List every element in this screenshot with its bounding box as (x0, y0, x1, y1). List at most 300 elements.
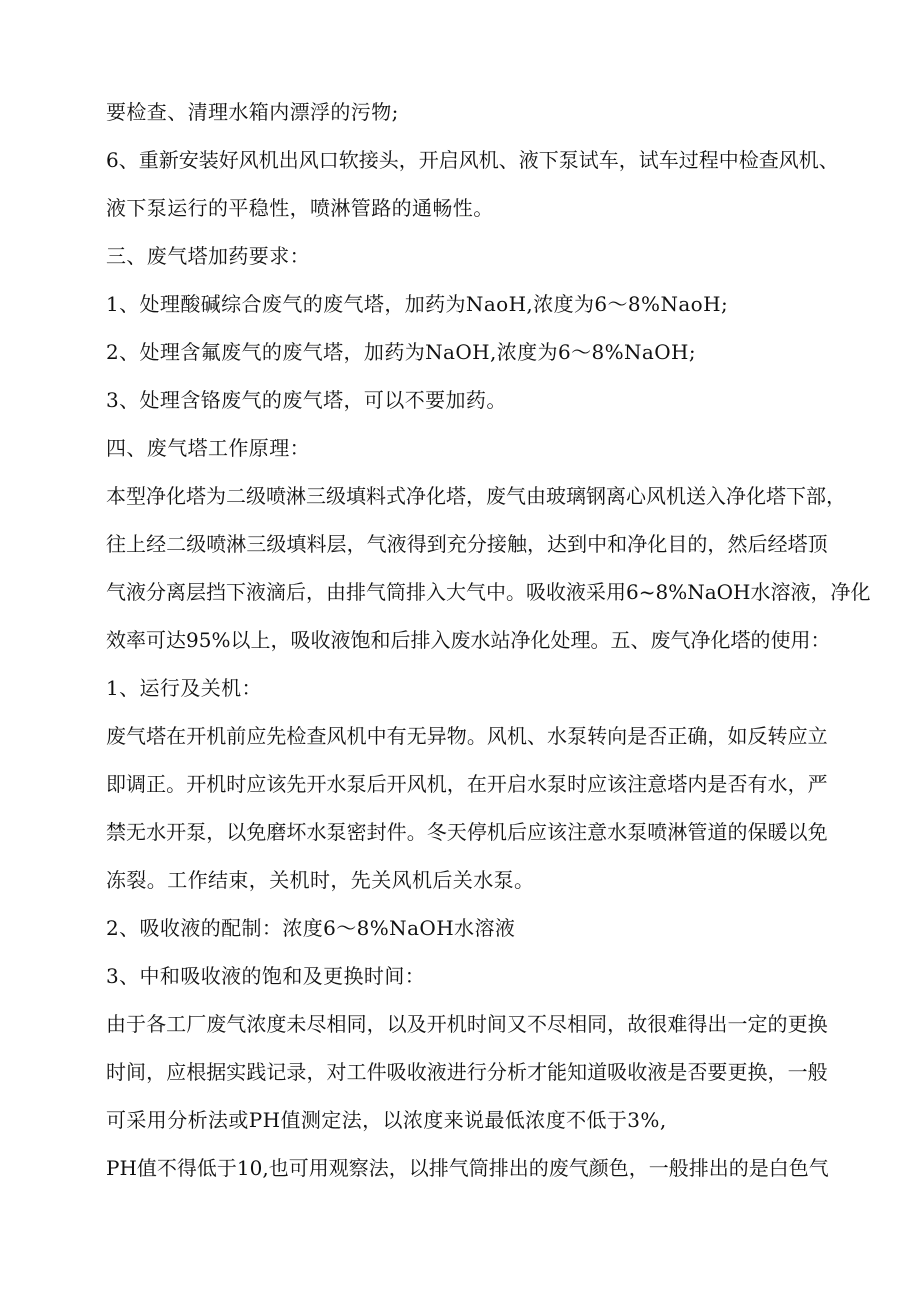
text-glyph: 新 (158, 148, 179, 172)
text-glyph: 开 (426, 1012, 447, 1036)
text-glyph: 机 (206, 772, 227, 796)
text-glyph: 保 (747, 820, 768, 844)
text-glyph: 很 (647, 1012, 668, 1036)
text-glyph: 如 (727, 724, 748, 748)
text-glyph: 免 (807, 820, 828, 844)
text-glyph: 6~8%NaOH (626, 580, 751, 604)
text-glyph: 不 (526, 1012, 547, 1036)
text-glyph: 实 (226, 1060, 247, 1084)
text-glyph: 泵 (326, 820, 347, 844)
text-glyph: 知 (567, 1060, 588, 1084)
text-glyph: 注 (627, 772, 648, 796)
text-glyph: 排 (688, 1156, 709, 1180)
text-glyph: 试 (578, 148, 599, 172)
text-glyph: 以 (408, 1156, 429, 1180)
text-glyph: 物 (446, 724, 467, 748)
text-glyph: 入 (426, 580, 446, 604)
text-glyph: 大 (446, 580, 466, 604)
text-glyph: 后 (390, 628, 411, 652)
text-glyph: 在 (466, 772, 487, 796)
text-line: 2、吸收液的配制：浓度6～8%NaOH水溶液 (106, 916, 516, 940)
text-glyph: 道 (707, 820, 728, 844)
text-glyph: 中 (366, 724, 387, 748)
text-glyph: 层 (326, 532, 347, 556)
text-glyph: 气 (126, 724, 147, 748)
text-glyph: 应 (787, 724, 808, 748)
text-glyph: ， (206, 820, 227, 844)
text-glyph: 收 (546, 580, 566, 604)
text-glyph: 饱 (350, 628, 371, 652)
text-glyph: 法 (368, 1156, 389, 1180)
text-glyph: 时 (567, 772, 588, 796)
text-glyph: 开 (386, 772, 407, 796)
text-glyph: 筒 (468, 1156, 489, 1180)
text-line: 3、处理含铬废气的废气塔，可以不要加药。 (106, 388, 507, 412)
text-glyph: 般 (668, 1156, 689, 1180)
text-glyph: 净 (406, 484, 426, 508)
text-glyph: ， (810, 580, 831, 604)
text-glyph: 低 (196, 1156, 217, 1180)
text-glyph: 液 (330, 628, 351, 652)
text-glyph: 由 (326, 580, 346, 604)
text-glyph: ， (628, 1156, 649, 1180)
text-glyph: 机 (426, 772, 447, 796)
text-glyph: 得 (406, 532, 427, 556)
text-glyph: 一 (787, 1060, 808, 1084)
text-glyph: 气 (808, 1156, 829, 1180)
text-glyph: 淋 (226, 532, 247, 556)
text-glyph: 、 (498, 148, 519, 172)
text-glyph: 净 (146, 484, 166, 508)
text-glyph: 95% (186, 628, 231, 652)
text-glyph: 泵 (558, 148, 579, 172)
text-glyph: 淋 (667, 820, 688, 844)
text-glyph: 化 (850, 580, 871, 604)
text-glyph: 可 (288, 1156, 309, 1180)
text-glyph: 理 (570, 628, 591, 652)
text-glyph: 行 (466, 1060, 487, 1084)
text-glyph: 排 (428, 1156, 449, 1180)
text-glyph: 机 (666, 484, 686, 508)
text-glyph: 化 (647, 532, 668, 556)
text-glyph: ， (346, 532, 367, 556)
text-glyph: 颜 (588, 1156, 609, 1180)
text-glyph: 气 (106, 580, 126, 604)
text-glyph: ， (826, 484, 846, 508)
text-glyph: 开 (186, 724, 207, 748)
text-glyph: 进 (446, 1060, 467, 1084)
text-glyph: 时 (226, 772, 247, 796)
text-glyph: 到 (426, 532, 447, 556)
text-line: 要检查、清理水箱内漂浮的污物; (106, 100, 399, 124)
text-glyph: 分 (146, 580, 166, 604)
text-glyph: 液 (518, 148, 539, 172)
text-line (106, 147, 839, 173)
text-glyph: 。 (466, 724, 487, 748)
text-glyph: 安 (178, 148, 199, 172)
text-glyph: 录 (286, 1060, 307, 1084)
text-glyph: 吸 (386, 1060, 407, 1084)
text-glyph: 、 (526, 724, 547, 748)
text-glyph: 有 (747, 772, 768, 796)
text-glyph: 液 (246, 580, 266, 604)
text-glyph: 观 (328, 1156, 349, 1180)
text-glyph: ： (810, 628, 831, 652)
text-glyph: 试 (638, 148, 659, 172)
text-glyph: 泵 (627, 820, 648, 844)
text-glyph: 封 (366, 820, 387, 844)
text-glyph: 二 (166, 532, 187, 556)
text-glyph: 才 (526, 1060, 547, 1084)
text-glyph: ， (446, 772, 467, 796)
text-glyph: 用 (790, 628, 811, 652)
text-glyph: 溶 (770, 580, 791, 604)
text-glyph: 天 (446, 820, 467, 844)
text-line: 液下泵运行的平稳性，喷淋管路的通畅性。 (106, 196, 494, 220)
text-glyph: 也 (268, 1156, 289, 1180)
text-glyph: 效 (106, 628, 126, 652)
text-glyph: 色 (788, 1156, 809, 1180)
text-glyph: 液 (386, 532, 407, 556)
text-glyph: 重 (138, 148, 159, 172)
text-glyph: 气 (448, 1156, 469, 1180)
text-glyph: 换 (807, 1012, 828, 1036)
text-glyph: 下 (226, 580, 246, 604)
text-glyph: 经 (767, 532, 788, 556)
text-glyph: 机 (446, 1012, 467, 1036)
text-glyph: 以 (230, 628, 251, 652)
text-glyph: 意 (587, 820, 608, 844)
text-glyph: 同 (587, 1012, 608, 1036)
text-glyph: 水 (306, 820, 327, 844)
text-glyph: 启 (506, 772, 527, 796)
text-glyph: 水 (470, 628, 491, 652)
text-glyph: 更 (727, 1060, 748, 1084)
text-glyph: ， (270, 628, 291, 652)
text-glyph: 目 (667, 532, 688, 556)
text-glyph: 使 (770, 628, 791, 652)
text-glyph: 先 (286, 772, 307, 796)
text-line: 3、中和吸收液的饱和及更换时间： (106, 964, 426, 988)
text-line (106, 1155, 828, 1181)
text-glyph: 泵 (346, 772, 367, 796)
text-glyph: ， (306, 1060, 327, 1084)
text-line (106, 819, 828, 845)
text-glyph: 立 (807, 724, 828, 748)
text-glyph: 是 (748, 1156, 769, 1180)
text-glyph: 出 (508, 1156, 529, 1180)
text-glyph: 收 (627, 1060, 648, 1084)
text-glyph: 装 (198, 148, 219, 172)
text-glyph: 要 (707, 1060, 728, 1084)
text-glyph: 相 (326, 1012, 347, 1036)
text-glyph: 同 (346, 1012, 367, 1036)
text-glyph: 向 (607, 724, 628, 748)
text-glyph: 气 (366, 532, 387, 556)
text-glyph: 检 (738, 148, 759, 172)
text-glyph: 禁 (106, 820, 126, 844)
text-glyph: 化 (746, 484, 766, 508)
text-glyph: 是 (667, 1060, 688, 1084)
text-glyph: 接 (358, 148, 379, 172)
text-glyph: 化 (426, 484, 446, 508)
text-glyph: 管 (687, 820, 708, 844)
text-glyph: 以 (787, 820, 808, 844)
text-glyph: 相 (567, 1012, 588, 1036)
text-glyph: 厂 (186, 1012, 207, 1036)
text-glyph: 更 (787, 1012, 808, 1036)
text-glyph: ， (767, 1060, 788, 1084)
text-glyph: 吸 (290, 628, 311, 652)
text-glyph: 后 (506, 820, 527, 844)
text-glyph: 站 (490, 628, 511, 652)
text-glyph: 反 (747, 724, 768, 748)
text-glyph: 得 (176, 1156, 197, 1180)
text-glyph: 排 (346, 580, 366, 604)
text-glyph: 车 (598, 148, 619, 172)
text-glyph: 一 (727, 1012, 748, 1036)
text-glyph: 的 (767, 1012, 788, 1036)
text-glyph: 达 (547, 532, 568, 556)
text-glyph: 液 (566, 580, 586, 604)
text-glyph: 软 (338, 148, 359, 172)
text-glyph: ， (306, 580, 326, 604)
text-glyph: 塔 (730, 628, 751, 652)
text-glyph: 由 (106, 1012, 126, 1036)
text-glyph: 、 (630, 628, 651, 652)
text-glyph: 废 (650, 628, 671, 652)
text-line (106, 627, 831, 653)
text-glyph: 离 (166, 580, 186, 604)
text-glyph: 机 (258, 148, 279, 172)
text-glyph: 气 (366, 580, 386, 604)
text-glyph: 气 (466, 580, 486, 604)
text-glyph: 吸 (607, 1060, 628, 1084)
text-glyph: 于 (216, 1156, 237, 1180)
text-glyph: 难 (667, 1012, 688, 1036)
text-glyph: 入 (430, 628, 451, 652)
text-glyph: 后 (747, 532, 768, 556)
text-glyph: 塔 (667, 772, 688, 796)
text-glyph: 水 (607, 820, 628, 844)
text-glyph: 前 (226, 724, 247, 748)
text-glyph: 充 (446, 532, 467, 556)
text-glyph: 否 (687, 1060, 708, 1084)
text-glyph: 废 (486, 484, 506, 508)
text-glyph: 下 (786, 484, 806, 508)
text-glyph: 用 (606, 580, 626, 604)
text-glyph: 确 (687, 724, 708, 748)
text-glyph: 液 (426, 1060, 447, 1084)
text-glyph: 开 (418, 148, 439, 172)
text-line (106, 483, 846, 509)
text-glyph: 程 (698, 148, 719, 172)
text-glyph: 定 (747, 1012, 768, 1036)
text-glyph: 式 (386, 484, 406, 508)
text-glyph: 及 (406, 1012, 427, 1036)
text-line (106, 771, 828, 797)
text-glyph: 净 (627, 532, 648, 556)
text-glyph: 应 (166, 1060, 187, 1084)
text-glyph: 吸 (526, 580, 546, 604)
text-glyph: 时 (106, 1060, 126, 1084)
text-glyph: 故 (627, 1012, 648, 1036)
text-glyph: 接 (486, 532, 507, 556)
text-glyph: 色 (608, 1156, 629, 1180)
text-glyph: 头 (378, 148, 399, 172)
text-glyph: 注 (567, 820, 588, 844)
text-glyph: 该 (266, 772, 287, 796)
text-glyph: 践 (246, 1060, 267, 1084)
text-glyph: 璃 (566, 484, 586, 508)
text-glyph: 各 (146, 1012, 167, 1036)
text-line (106, 579, 871, 605)
text-glyph: 机 (506, 724, 527, 748)
text-glyph: 液 (647, 1060, 668, 1084)
text-glyph: 级 (266, 532, 287, 556)
text-glyph: ， (398, 148, 419, 172)
text-glyph: 率 (126, 628, 146, 652)
text-glyph: 上 (126, 532, 147, 556)
text-glyph: 应 (587, 772, 608, 796)
text-glyph: 五 (610, 628, 631, 652)
text-glyph: 察 (348, 1156, 369, 1180)
text-glyph: 本 (106, 484, 126, 508)
text-glyph: 和 (370, 628, 391, 652)
text-glyph: 尽 (306, 1012, 327, 1036)
text-glyph: 尽 (547, 1012, 568, 1036)
text-glyph: 离 (606, 484, 626, 508)
text-glyph: 塔 (787, 532, 808, 556)
text-glyph: ， (707, 724, 728, 748)
text-glyph: ， (787, 772, 808, 796)
text-glyph: 泵 (547, 772, 568, 796)
text-glyph: 喷 (206, 532, 227, 556)
text-glyph: 、 (818, 148, 839, 172)
text-glyph: 上 (250, 628, 271, 652)
text-glyph: 触 (506, 532, 527, 556)
text-glyph: 6 (106, 148, 119, 172)
text-glyph: 转 (767, 724, 788, 748)
text-glyph: 化 (166, 484, 186, 508)
text-glyph: 收 (310, 628, 331, 652)
text-glyph: 喷 (266, 484, 286, 508)
text-glyph: 无 (406, 724, 427, 748)
section-heading: 三、废气塔加药要求： (106, 244, 310, 268)
text-glyph: 风 (406, 772, 427, 796)
text-line (106, 531, 828, 557)
text-glyph: 料 (366, 484, 386, 508)
text-glyph: 层 (186, 580, 206, 604)
text-glyph: 气 (226, 1012, 247, 1036)
text-glyph: 、 (118, 148, 139, 172)
text-glyph: 否 (647, 724, 668, 748)
text-glyph: 对 (326, 1060, 347, 1084)
text-glyph: 间 (486, 1012, 507, 1036)
text-glyph: 水 (750, 580, 771, 604)
text-glyph: 启 (438, 148, 459, 172)
text-glyph: 以 (226, 820, 247, 844)
text-glyph: 采 (586, 580, 606, 604)
text-glyph: 无 (126, 820, 147, 844)
text-glyph: 筒 (386, 580, 406, 604)
text-glyph: 为 (206, 484, 226, 508)
text-glyph: 析 (506, 1060, 527, 1084)
text-glyph: ， (607, 1012, 628, 1036)
text-glyph: 风 (778, 148, 799, 172)
text-glyph: 严 (807, 772, 828, 796)
text-glyph: 。 (590, 628, 611, 652)
text-glyph: 化 (710, 628, 731, 652)
text-glyph: 中 (486, 580, 506, 604)
text-glyph: 出 (278, 148, 299, 172)
text-glyph: 液 (790, 580, 811, 604)
text-glyph: 即 (106, 772, 126, 796)
text-glyph: 排 (410, 628, 431, 652)
text-glyph: 检 (286, 724, 307, 748)
text-glyph: 密 (346, 820, 367, 844)
text-glyph: 能 (547, 1060, 568, 1084)
text-glyph: 分 (466, 532, 487, 556)
text-glyph: 件 (366, 1060, 387, 1084)
text-glyph: 分 (486, 1060, 507, 1084)
text-glyph: 净 (830, 580, 851, 604)
text-glyph: 废 (106, 724, 126, 748)
text-glyph: 。 (406, 820, 427, 844)
text-glyph: 塔 (146, 724, 167, 748)
text-glyph: 的 (528, 1156, 549, 1180)
text-glyph: 玻 (546, 484, 566, 508)
text-glyph: 该 (547, 820, 568, 844)
text-glyph: 道 (587, 1060, 608, 1084)
text-glyph: 停 (466, 820, 487, 844)
text-glyph: 开 (486, 772, 507, 796)
text-glyph: 中 (718, 148, 739, 172)
text-glyph: 磨 (266, 820, 287, 844)
text-glyph: 不 (156, 1156, 177, 1180)
text-glyph: 是 (707, 772, 728, 796)
text-glyph: 值 (136, 1156, 157, 1180)
text-glyph: 开 (166, 820, 187, 844)
text-glyph: 水 (526, 772, 547, 796)
text-glyph: 机 (486, 820, 507, 844)
text-glyph: 应 (246, 724, 267, 748)
text-glyph: 否 (727, 772, 748, 796)
text-glyph: 挡 (206, 580, 226, 604)
text-glyph: 用 (308, 1156, 329, 1180)
text-glyph: 根 (186, 1060, 207, 1084)
text-glyph: 风 (458, 148, 479, 172)
text-glyph: 又 (506, 1012, 527, 1036)
text-glyph: 废 (206, 1012, 227, 1036)
text-glyph: 塔 (446, 484, 466, 508)
text-glyph: 排 (406, 580, 426, 604)
text-glyph: 意 (647, 772, 668, 796)
text-glyph: 达 (166, 628, 186, 652)
text-glyph: 时 (466, 1012, 487, 1036)
text-glyph: 风 (486, 724, 507, 748)
text-glyph: 转 (587, 724, 608, 748)
text-glyph: 未 (286, 1012, 307, 1036)
text-glyph: 异 (426, 724, 447, 748)
text-glyph: 风 (646, 484, 666, 508)
text-glyph: 10, (236, 1156, 269, 1180)
text-glyph: 口 (318, 148, 339, 172)
text-glyph: 出 (707, 1012, 728, 1036)
text-glyph: 下 (538, 148, 559, 172)
text-glyph: 暖 (767, 820, 788, 844)
text-glyph: 机 (798, 148, 819, 172)
